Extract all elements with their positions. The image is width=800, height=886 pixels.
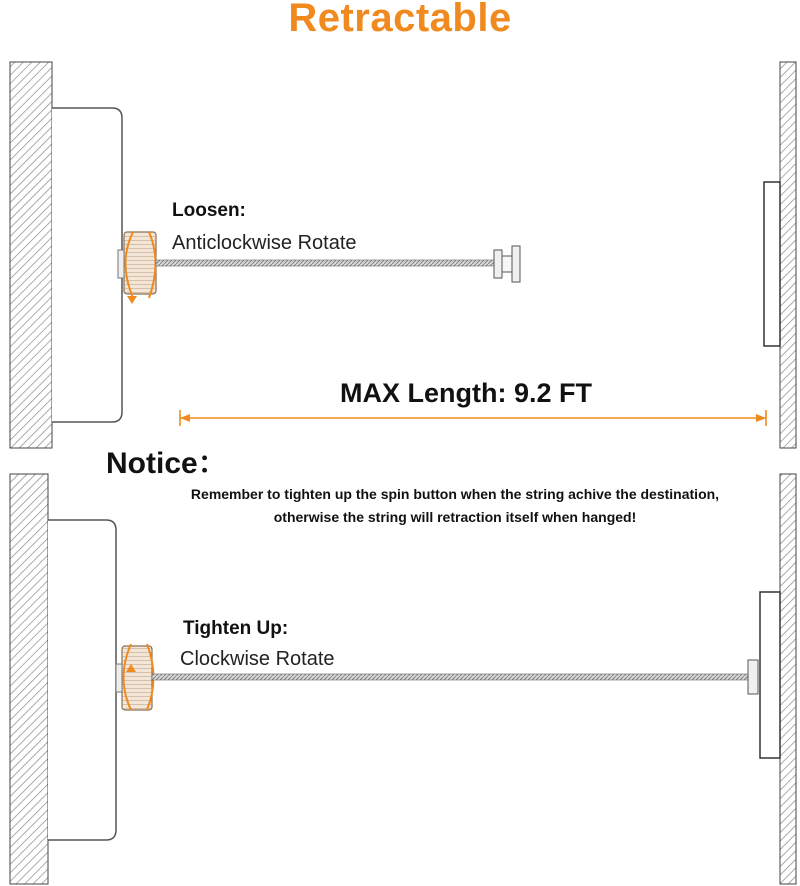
page-title: Retractable bbox=[288, 0, 512, 40]
reel-housing-bottom bbox=[48, 520, 116, 840]
notice-heading: Notice： bbox=[106, 447, 228, 480]
right-mount-plate-bottom bbox=[760, 592, 780, 758]
right-mount-plate bbox=[764, 182, 780, 346]
left-wall bbox=[10, 62, 52, 448]
cable-end-bottom bbox=[748, 660, 758, 694]
max-length-arrow bbox=[180, 410, 766, 426]
tighten-detail: Clockwise Rotate bbox=[180, 648, 335, 670]
left-wall-bottom bbox=[10, 474, 48, 884]
loosen-label: Loosen: bbox=[172, 200, 246, 221]
right-wall-bottom bbox=[780, 474, 796, 884]
bottom-panel bbox=[10, 474, 796, 884]
right-wall bbox=[780, 62, 796, 448]
cable bbox=[156, 260, 496, 266]
tighten-label: Tighten Up: bbox=[183, 618, 289, 639]
notice-line-2: otherwise the string will retraction itself when hanged! bbox=[273, 509, 637, 525]
max-length-label: MAX Length: 9.2 FT bbox=[340, 378, 592, 408]
cable-end-fitting bbox=[494, 246, 520, 282]
cable-bottom bbox=[152, 674, 750, 680]
notice-line-1: Remember to tighten up the spin button when the string achive the destination, bbox=[190, 486, 720, 502]
loosen-detail: Anticlockwise Rotate bbox=[172, 232, 357, 254]
reel-housing bbox=[52, 108, 122, 422]
